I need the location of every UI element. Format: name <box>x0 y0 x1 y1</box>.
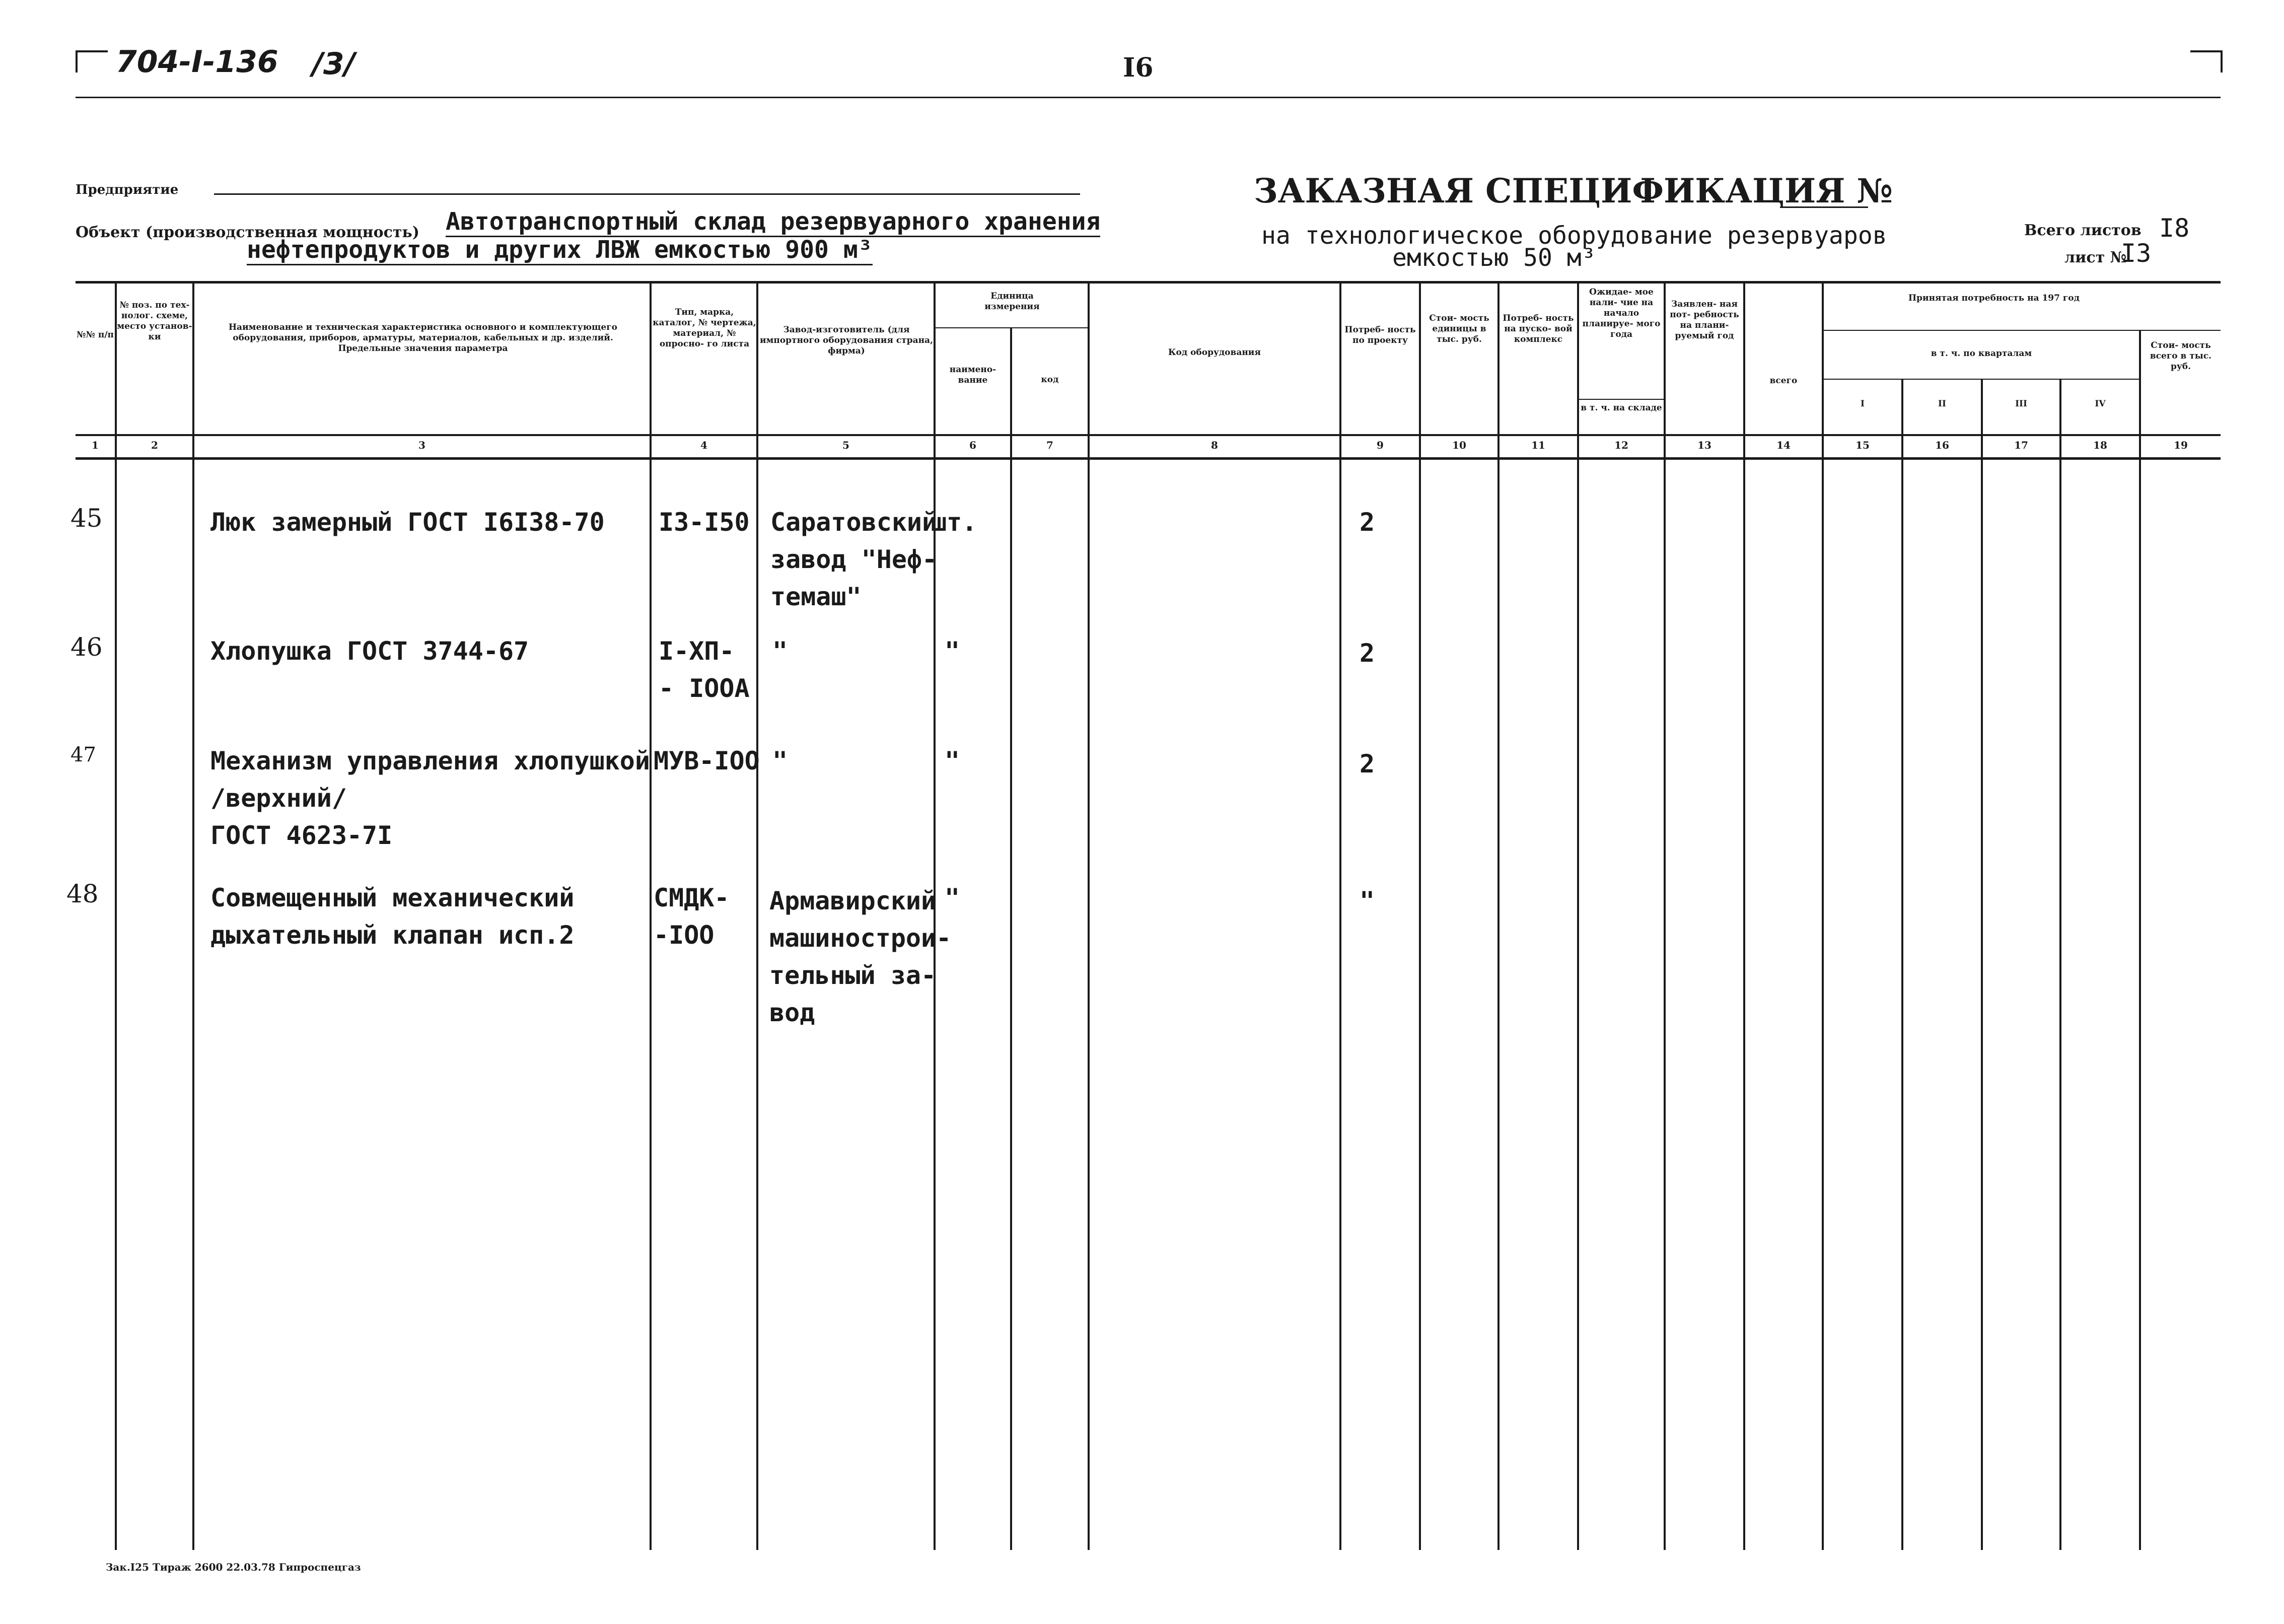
item-name: Хлопушка ГОСТ 3744-67 <box>210 637 529 666</box>
vline-3 <box>650 281 652 1550</box>
item-qty: " <box>1360 886 1375 915</box>
row-number: 45 <box>70 504 103 533</box>
header-c19: Стои- мость всего в тыс. руб. <box>2150 340 2212 372</box>
header-c12b: в т. ч. на складе <box>1581 403 1662 413</box>
header-c2: № поз. по тех- нолог. схеме, место установ- ки <box>117 300 192 342</box>
vline-17 <box>2059 379 2061 1550</box>
header-bottom-rule <box>76 434 2221 436</box>
header-c1: №№ п/п <box>77 330 114 340</box>
colnum-15: 15 <box>1855 439 1870 451</box>
object-line-1: Автотранспортный склад резервуарного хранения <box>446 207 1100 237</box>
object-line-2: нефтепродуктов и других ЛВЖ емкостью 900 м³ <box>247 236 873 265</box>
item-maker: Армавирский машинострои- тельный за- вод <box>769 886 952 1027</box>
header-c7: код <box>1041 375 1059 385</box>
colnum-19: 19 <box>2174 439 2188 451</box>
header-c16: II <box>1938 399 1946 409</box>
vline-2 <box>192 281 194 1550</box>
vline-12 <box>1664 281 1666 1550</box>
item-maker: Саратовский завод "Неф- темаш" <box>770 508 938 611</box>
spec-subtitle-1: на технологическое оборудование резервуаров <box>1261 222 1887 250</box>
header-c5: Завод-изготовитель (для импортного оборудования страна, фирма) <box>759 325 933 356</box>
vline-10 <box>1497 281 1500 1550</box>
header-c12: Ожидае- мое нали- чие на начало планируе- мого года <box>1582 287 1661 339</box>
vline-15 <box>1901 379 1903 1550</box>
item-qty: 2 <box>1360 639 1375 668</box>
colnum-4: 4 <box>700 439 707 451</box>
item-maker: " <box>772 746 788 775</box>
header-c3: Наименование и техническая характеристика основного и комплектующего оборудования, приборов, арматуры, материалов, кабельных и др. изделий. Предельные значения параметра <box>229 322 617 354</box>
sheets-total: I8 <box>2159 214 2190 243</box>
colnum-1: 1 <box>92 439 99 451</box>
colnum-12: 12 <box>1614 439 1628 451</box>
enterprise-line <box>214 181 1080 195</box>
vline-18 <box>2139 330 2141 1550</box>
vline-16 <box>1981 379 1983 1550</box>
vline-11 <box>1577 281 1579 1550</box>
header-c6: наимено- вание <box>949 365 996 385</box>
item-name: Механизм управления хлопушкой /верхний/ ГОСТ 4623-7I <box>210 746 650 850</box>
vline-7 <box>1088 281 1090 1550</box>
footer-imprint: Зак.I25 Тираж 2600 22.03.78 Гипроспецгаз <box>106 1561 361 1573</box>
spec-subtitle-2: емкостью 50 м³ <box>1392 244 1596 272</box>
colnum-6: 6 <box>969 439 976 451</box>
sheet-number: I3 <box>2121 239 2152 268</box>
colnum-10: 10 <box>1452 439 1466 451</box>
header-c15: I <box>1861 399 1865 409</box>
item-type: МУВ-IOO <box>654 746 760 775</box>
row-number: 48 <box>66 879 99 908</box>
header-c18: IV <box>2095 399 2106 409</box>
vline-4 <box>756 281 758 1550</box>
colnum-11: 11 <box>1531 439 1545 451</box>
item-name: Люк замерный ГОСТ I6I38-70 <box>210 508 605 537</box>
spec-number-line <box>1780 176 1868 208</box>
colnum-16: 16 <box>1935 439 1949 451</box>
header-quarters-group: в т. ч. по кварталам <box>1931 348 2032 359</box>
header-unit-group: Единица измерения <box>984 291 1040 312</box>
item-type: I-ХП- - IOOA <box>659 637 750 703</box>
item-type: I3-I50 <box>659 508 750 537</box>
header-c11: Потреб- ность на пуско- вой комплекс <box>1503 313 1574 344</box>
row-number: 47 <box>70 743 96 766</box>
colnum-14: 14 <box>1776 439 1791 451</box>
colnum-5: 5 <box>842 439 849 451</box>
vline-9 <box>1419 281 1421 1550</box>
colnum-17: 17 <box>2014 439 2028 451</box>
colnum-bottom-rule <box>76 457 2221 460</box>
header-c10: Стои- мость единицы в тыс. руб. <box>1429 313 1489 344</box>
doc-mark: /3/ <box>312 46 355 82</box>
doc-code: 704-I-136 <box>116 44 278 80</box>
colnum-2: 2 <box>151 439 158 451</box>
spec-title: ЗАКАЗНАЯ СПЕЦИФИКАЦИЯ № <box>1254 171 1893 210</box>
colnum-7: 7 <box>1046 439 1053 451</box>
item-unit: " <box>945 637 960 666</box>
need-sub-rule <box>1823 330 2221 331</box>
colnum-13: 13 <box>1697 439 1711 451</box>
colnum-3: 3 <box>418 439 425 451</box>
header-c14: всего <box>1769 376 1798 386</box>
vline-13 <box>1743 281 1745 1550</box>
item-unit: " <box>945 746 960 775</box>
item-unit: шт. <box>932 508 977 537</box>
top-divider <box>76 97 2221 98</box>
corner-mark-right <box>2190 50 2223 73</box>
header-need-group: Принятая потребность на 197 год <box>1908 293 2080 303</box>
row-number: 46 <box>70 632 103 662</box>
unit-sub-rule <box>936 327 1089 328</box>
header-c17: III <box>2015 399 2027 409</box>
object-label: Объект (производственная мощность) <box>76 224 419 241</box>
colnum-18: 18 <box>2093 439 2107 451</box>
header-c13: Заявлен- ная пот- ребность на плани- руемый год <box>1670 299 1739 341</box>
vline-1 <box>115 281 117 1550</box>
vline-6 <box>1010 327 1012 1550</box>
sheets-total-label: Всего листов <box>2024 222 2142 239</box>
item-type: СМДК- -IOO <box>654 883 730 950</box>
table-top-rule <box>76 281 2221 284</box>
c12-sub-rule <box>1579 399 1665 400</box>
page-number: I6 <box>1123 52 1154 83</box>
header-c9: Потреб- ность по проекту <box>1344 325 1416 345</box>
item-unit: " <box>945 883 960 912</box>
colnum-9: 9 <box>1377 439 1384 451</box>
header-c8: Код оборудования <box>1168 347 1261 358</box>
colnum-8: 8 <box>1211 439 1218 451</box>
item-qty: 2 <box>1360 749 1375 779</box>
sheet-label: лист № <box>2064 249 2127 266</box>
corner-mark-left <box>76 50 108 73</box>
enterprise-label: Предприятие <box>76 182 179 197</box>
item-name: Совмещенный механический дыхательный клапан исп.2 <box>210 883 575 950</box>
header-c4: Тип, марка, каталог, № чертежа, материал, № опросно- го листа <box>653 307 756 349</box>
item-maker: " <box>772 637 788 666</box>
vline-8 <box>1339 281 1341 1550</box>
vline-14 <box>1822 281 1824 1550</box>
item-qty: 2 <box>1360 508 1375 537</box>
